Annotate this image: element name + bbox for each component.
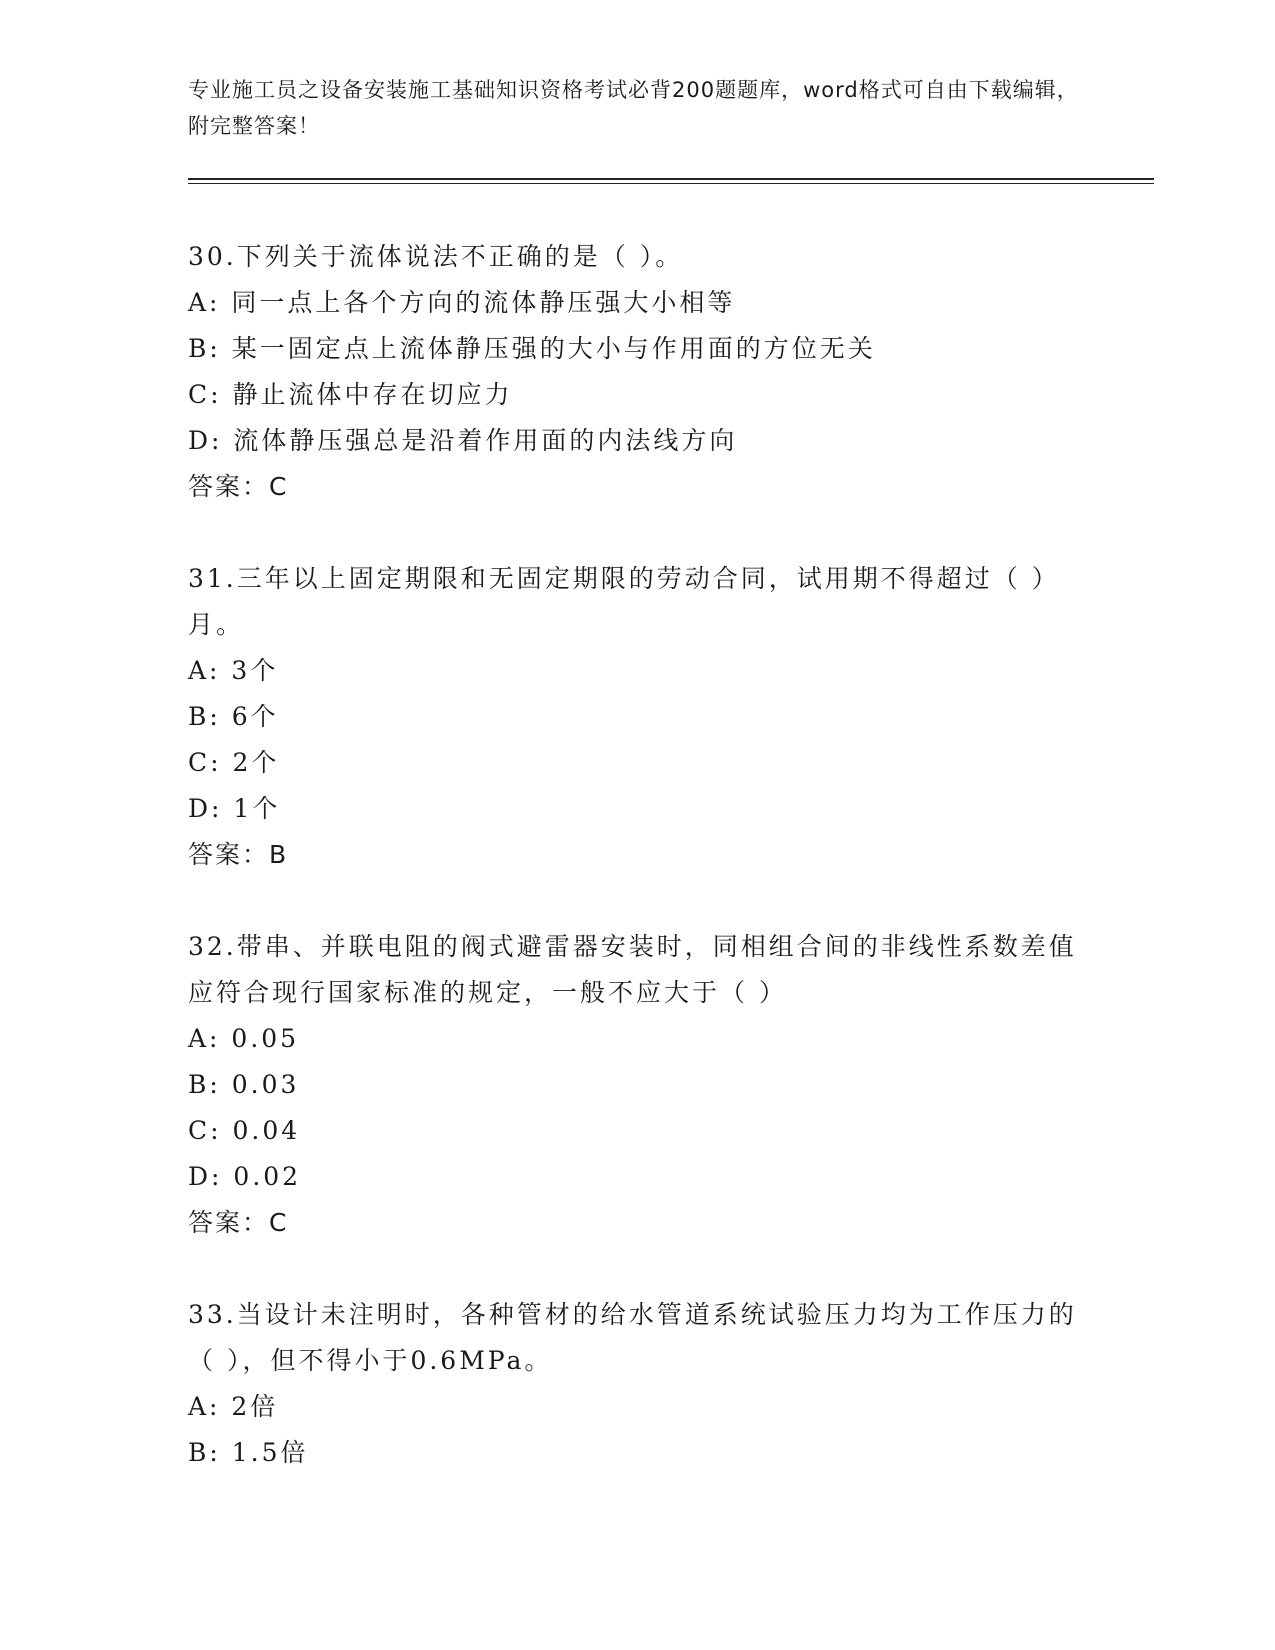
answer-line: 答案：C (188, 472, 289, 501)
question-list (188, 234, 1088, 1522)
answer-line: 答案：C (188, 1208, 289, 1237)
question-stem: 31.三年以上固定期限和无固定期限的劳动合同，试用期不得超过（ ）月。 (188, 564, 1060, 639)
option-a: A: 2倍 (188, 1392, 279, 1421)
option-c: C: 静止流体中存在切应力 (188, 380, 513, 409)
document-header: 专业施工员之设备安装施工基础知识资格考试必背200题题库，word格式可自由下载编辑，附完整答案！ (188, 78, 1079, 138)
option-d: D: 0.02 (188, 1162, 302, 1191)
option-b: B: 某一固定点上流体静压强的大小与作用面的方位无关 (188, 334, 876, 363)
header-divider-thick (188, 178, 1154, 180)
option-a: A: 3个 (188, 656, 279, 685)
question-stem: 33.当设计未注明时，各种管材的给水管道系统试验压力均为工作压力的（ ），但不得小于0.6MPa。 (188, 1300, 1077, 1375)
question-33 (188, 1292, 1088, 1476)
option-d: D: 1个 (188, 794, 281, 823)
option-c: C: 2个 (188, 748, 280, 777)
option-b: B: 6个 (188, 702, 279, 731)
question-stem: 32.带串、并联电阻的阀式避雷器安装时，同相组合间的非线性系数差值应符合现行国家标准的规定，一般不应大于（ ） (188, 932, 1077, 1007)
answer-line: 答案：B (188, 840, 289, 869)
option-d: D: 流体静压强总是沿着作用面的内法线方向 (188, 426, 738, 455)
option-a: A: 同一点上各个方向的流体静压强大小相等 (188, 288, 736, 317)
option-b: B: 0.03 (188, 1070, 300, 1099)
option-b: B: 1.5倍 (188, 1438, 309, 1467)
question-30 (188, 234, 1088, 510)
option-a: A: 0.05 (188, 1024, 300, 1053)
option-c: C: 0.04 (188, 1116, 301, 1145)
question-31 (188, 556, 1088, 878)
header-divider-thin (188, 183, 1154, 184)
question-32 (188, 924, 1088, 1246)
question-stem: 30.下列关于流体说法不正确的是（ ）。 (188, 242, 684, 271)
